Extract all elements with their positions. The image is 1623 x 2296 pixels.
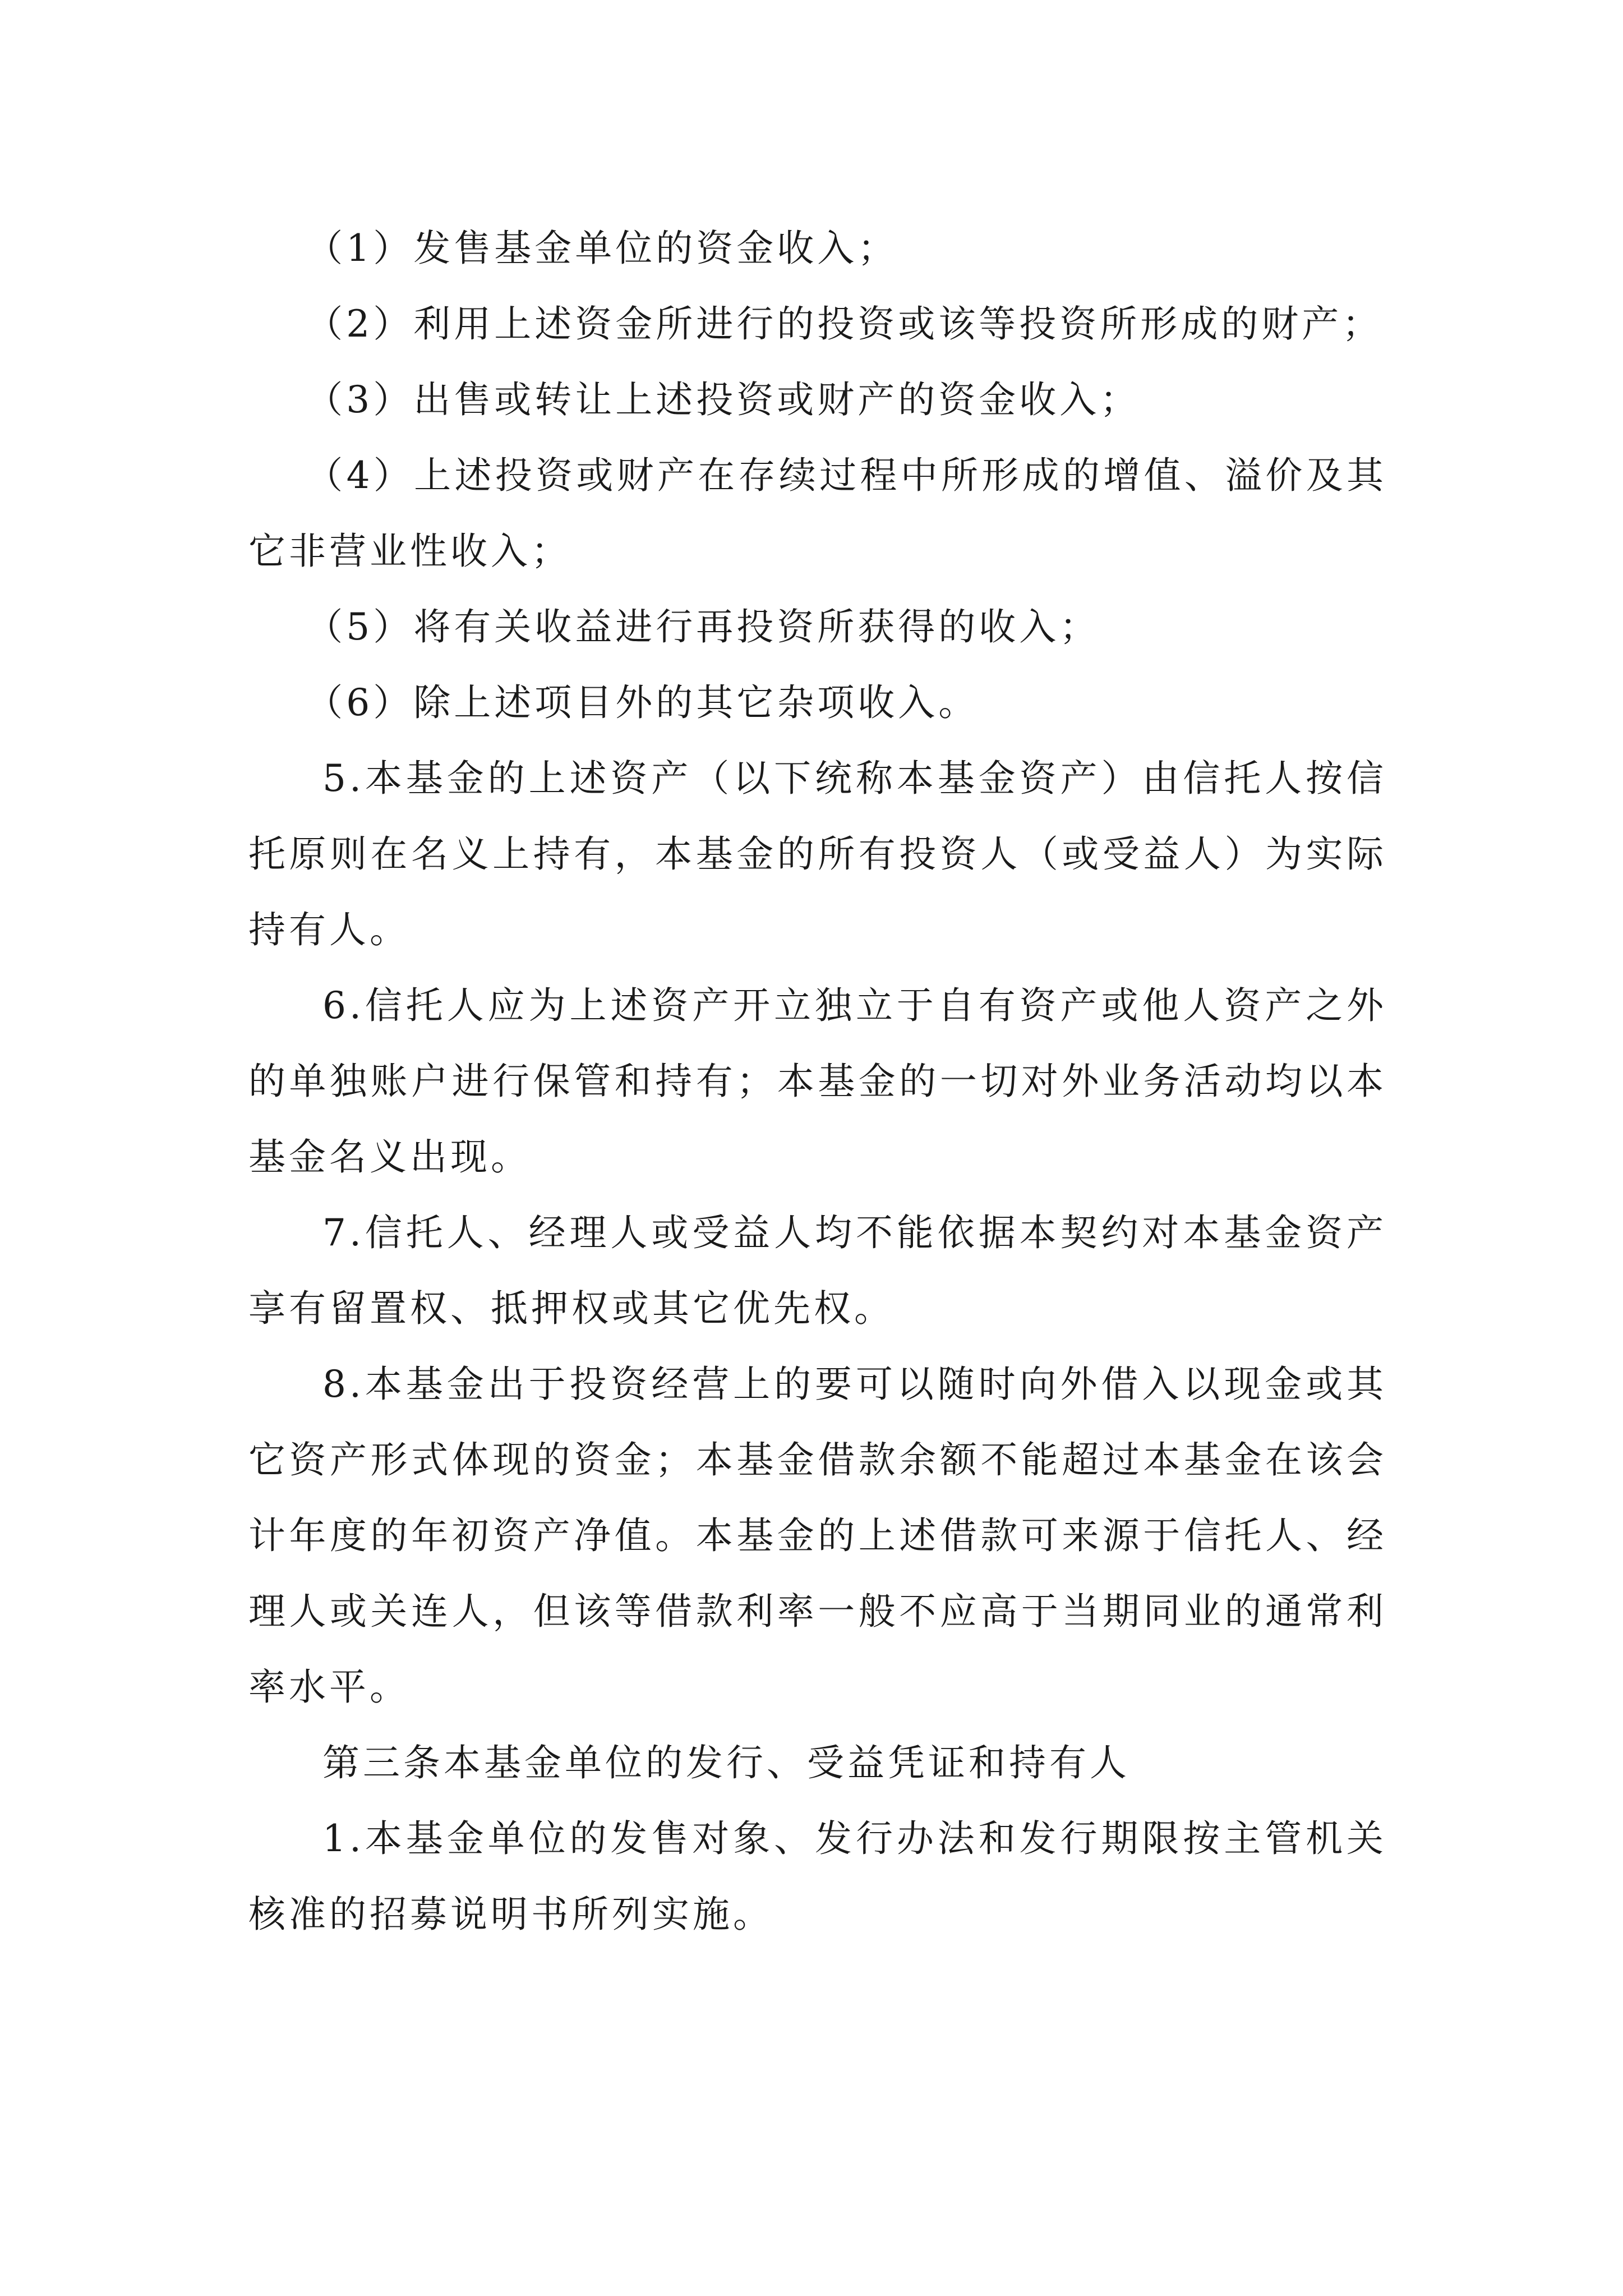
- item-2-paragraph: （2）利用上述资金所进行的投资或该等投资所形成的财产；: [306, 302, 1383, 346]
- item-3-paragraph: （3）出售或转让上述投资或财产的资金收入；: [306, 378, 1141, 421]
- item-5-paragraph: （5）将有关收益进行再投资所获得的收入；: [306, 605, 1100, 648]
- item-1-paragraph: （1）发售基金单位的资金收入；: [306, 227, 898, 270]
- item-4-paragraph: （4）上述投资或财产在存续过程中所形成的增值、溢价及其它非营业性收入；: [248, 454, 1387, 573]
- clause-6-paragraph: 6.信托人应为上述资产开立独立于自有资产或他人资产之外的单独账户进行保管和持有；本基金的一切对外业务活动均以本基金名义出现。: [248, 984, 1387, 1179]
- item-6-paragraph: （6）除上述项目外的其它杂项收入。: [306, 681, 979, 724]
- article-3-heading: 第三条本基金单位的发行、受益凭证和持有人: [322, 1741, 1130, 1784]
- document-body: [248, 210, 1387, 1952]
- clause-8-paragraph: 8.本基金出于投资经营上的要可以随时向外借入以现金或其它资产形式体现的资金；本基金借款余额不能超过本基金在该会计年度的年初资产净值。本基金的上述借款可来源于信托人、经理人或关连人，但该等借款利率一般不应高于当期同业的通常利率水平。: [248, 1363, 1387, 1709]
- article-3-clause-1-paragraph: 1.本基金单位的发售对象、发行办法和发行期限按主管机关核准的招募说明书所列实施。: [248, 1817, 1387, 1936]
- clause-5-paragraph: 5.本基金的上述资产（以下统称本基金资产）由信托人按信托原则在名义上持有，本基金的所有投资人（或受益人）为实际持有人。: [248, 757, 1387, 951]
- clause-7-paragraph: 7.信托人、经理人或受益人均不能依据本契约对本基金资产享有留置权、抵押权或其它优先权。: [248, 1211, 1387, 1330]
